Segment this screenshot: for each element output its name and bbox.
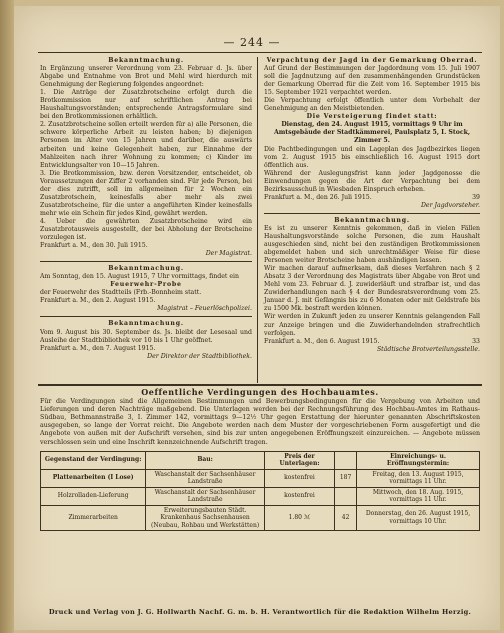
subject-cell: Zimmerarbeiten — [41, 505, 146, 531]
column-header: Gegenstand der Verdingung: — [41, 451, 146, 469]
notice-signature: Magistrat – Feuerlöschpolizei. — [157, 305, 252, 313]
column-separator — [257, 57, 258, 383]
notice-signature: Der Magistrat. — [205, 250, 252, 258]
page-number: — 244 — — [223, 36, 281, 49]
notice-text: Es ist zu unserer Kenntnis gekommen, daß in vielen Fällen Haushaltungsvorstände solche Personen, die zum Haushalt ausgeschieden sind, nicht bei den zuständigen Brotkommissionen abgemeldet haben und sich unrechtmäßiger Weise für diese Personen weiter Brotscheine haben aushändigen lassen. — [264, 224, 480, 265]
notice-title: Bekanntmachung. — [108, 265, 184, 273]
right-column — [264, 57, 480, 354]
notice-item: 1. Die Anträge der Zusatzbrotscheine erfolgt durch die Brotkommission nur auf schriftlichen Antrag bei Haushaltungsvorständen; entsprechende Antragsformulare sind bei den Brotkommissionen erhältlich. — [40, 89, 252, 121]
notice-text: Die Pachtbedingungen und ein Lageplan des Jagdbezirkes liegen vom 2. August 1915 bis einschließlich 16. August 1915 dort öffentlich aus. — [264, 145, 480, 169]
notice-item: 4. Ueber die gewährten Zusatzbrotscheine wird ein Zusatzbrotausweis ausgestellt, der bei Abholung der Brotscheine vorzulegen ist. — [40, 217, 252, 242]
bau-cell: Waschanstalt der Sachsenhäuser Landstraße — [146, 487, 265, 505]
divider — [264, 213, 480, 214]
header-rule — [38, 52, 482, 53]
notice-ref: 33 — [472, 337, 480, 345]
notice-intro: In Ergänzung unserer Verordnung vom 23. Februar d. Js. über Abgabe und Entnahme von Brot und Mehl wird hierdurch mit Genehmigung der Regierung folgendes angeordnet: — [40, 65, 252, 89]
notice-signature: Städtische Brotverteilungsstelle. — [376, 345, 480, 353]
bau-cell: Erweiterungsbauten Städt. Krankenhaus Sachsenhausen (Neubau, Rohbau und Werkstätten) — [146, 505, 265, 531]
notice-title: Bekanntmachung. — [334, 216, 410, 224]
column-header — [335, 451, 357, 469]
price-cell: kostenfrei — [264, 469, 334, 487]
notice-text: Auf Grund der Bestimmungen der Jagdordnung vom 15. Juli 1907 soll die Jagdnutzung auf den zusammenhängenden Grundstücken der Gemarkung Oberrad für die Zeit vom 16. September 1915 bis 15. September 1921 verpachtet werden. — [264, 65, 480, 97]
divider — [40, 316, 252, 317]
notice-text: Wir werden in Zukunft jeden zu unserer Kenntnis gelangenden Fall zur Anzeige bringen und die Zuwiderhandelnden strafrechtlich verfolgen. — [264, 313, 480, 337]
notice-ref: 39 — [472, 193, 480, 201]
notice-title: Bekanntmachung. — [108, 57, 184, 64]
price-cell: 1.80 ℳ — [264, 505, 334, 531]
ref-cell: 42 — [335, 505, 357, 531]
notice-item: 3. Die Brotkommission, bzw. deren Vorsitzender, entscheidet, ob Voraussetzungen der Ziffer 2 vorhanden sind. Für jede Person, bei der dies zutrifft, soll im allgemeinen für 2 Wochen ein Zusatzbrotschein, keinesfalls aber mehr als zwei Zusatzbrotscheine, für die unter a angeführten Kinder keinesfalls mehr wie ein Schein für jedes Kind, gewährt werden. — [40, 169, 252, 217]
divider — [40, 261, 252, 262]
tender-section — [40, 388, 480, 531]
notice-subhead: Die Versteigerung findet statt: — [306, 113, 438, 121]
column-header: Einreichungs- u. Eröffnungstermin: — [357, 451, 480, 469]
price-cell: kostenfrei — [264, 487, 334, 505]
notice-title: Verpachtung der Jagd in der Gemarkung Oberrad. — [266, 57, 478, 64]
subject-cell: Holzrolladen-Lieferung — [41, 487, 146, 505]
term-cell: Donnerstag, den 26. August 1915, vormittags 10 Uhr. — [357, 505, 480, 531]
notice-text: Während der Auslegungsfrist kann jeder Jagdgenosse die Einwendungen gegen die Art der Verpachtung bei dem Bezirksausschuß in Wiesbaden Einspruch erheben. — [264, 169, 480, 193]
ref-cell: 187 — [335, 469, 357, 487]
table-row — [41, 487, 480, 505]
tender-text: Für die Verdingungen sind die Allgemeinen Bestimmungen und Bewerbungsbedingungen für die Vergebung von Arbeiten und Lieferungen und deren Nachträge maßgebend. Die Unterlagen werden bei der Rechnungsführung des Hochbau-Amtes im Rathaus-Südbau, Bethmannstraße 3, I. Zimmer 142, vormittags 9—12½ Uhr gegen Erstattung der hierunter genannten Abschriftskosten ausgegeben, so lange der Vorrat reicht. Die Angebote werden nach dem Muster der vorgeschriebenen Form ausgefertigt und die Angebote von außen mit der Aufschrift versehen, sind bis zur unten angegebenen Eröffnungszeit einzureichen. — Angebote müssen verschlossen sein und eine Inschrift kennzeichnende Aufschrift tragen. — [40, 398, 480, 446]
notice-text: Wir machen darauf aufmerksam, daß dieses Verfahren nach § 2 Absatz 3 der Verordnung des Magistrats über Abgabe von Brot und Mehl vom 23. Februar d. J. zuwiderläuft und strafbar ist, und das Zuwiderhandlungen nach § 4 der Bundesratsverordnung vom 25. Januar d. J. mit Gefängnis bis zu 6 Monaten oder mit Geldstrafe bis zu 1500 Mk. bestraft werden können. — [264, 265, 480, 313]
auction-time: Dienstag, den 24. August 1915, vormittags 9 Uhr im Amtsgebäude der Stadtkämmerei, Paulsplatz 5, I. Stock, Zimmer 5. — [273, 121, 471, 145]
bau-cell: Waschanstalt der Sachsenhäuser Landstraße — [146, 469, 265, 487]
term-cell: Freitag, den 13. August 1915, vormittags 11 Uhr. — [357, 469, 480, 487]
term-cell: Mittwoch, den 18. Aug. 1915, vormittags 11 Uhr. — [357, 487, 480, 505]
notice-signature: Der Jagdvorsteher. — [420, 201, 480, 209]
notice-dateline: Frankfurt a. M., den 30. Juli 1915. — [40, 242, 148, 250]
notice-dateline: Frankfurt a. M., den 7. August 1915. — [40, 344, 156, 352]
notice-title: Bekanntmachung. — [108, 320, 184, 328]
event-title: Feuerwehr-Probe — [110, 281, 182, 289]
ref-cell — [335, 487, 357, 505]
column-header: Preis der Unterlagen: — [264, 451, 334, 469]
section-rule — [38, 384, 482, 386]
column-header: Bau: — [146, 451, 265, 469]
table-header-row — [41, 451, 480, 469]
notice-text: Die Verpachtung erfolgt öffentlich unter dem Vorbehalt der Genehmigung an den Meistbietenden. — [264, 97, 480, 113]
tender-title: Oeffentliche Verdingungen des Hochbauamtes. — [141, 387, 379, 397]
notice-text: der Feuerwehr des Stadtteils (Frb.-Bonnheim statt. — [40, 289, 202, 297]
left-column — [40, 57, 252, 361]
notice-dateline: Frankfurt a. M., den 2. August 1915. — [40, 297, 156, 305]
notice-text: Vom 9. August bis 30. September ds. Js. bleibt der Lesesaal und Ausleihe der Stadtbibliothek vor 10 bis 1 Uhr geöffnet. — [40, 328, 252, 344]
notice-signature: Der Direktor der Stadtbibliothek. — [147, 352, 252, 360]
notice-item: 2. Zusatzbrotscheine sollen erteilt werden für a) alle Personen, die schwere körperliche Arbeit zu leisten haben; b) diejenigen Personen im Alter von 15 Jahren und darüber, die auswärts arbeiten und keine Gelegenheit haben, zur Einnahme der Mahlzeiten nach ihrer Wohnung zu kommen; c) Kinder im Entwicklungsalter von 10—15 Jahren. — [40, 121, 252, 169]
notice-dateline: Frankfurt a. M., den 26. Juli 1915. — [264, 193, 372, 201]
subject-cell: Plattenarbeiten (I Lose) — [41, 469, 146, 487]
book-binding — [0, 0, 14, 633]
table-row — [41, 469, 480, 487]
tender-table — [40, 451, 480, 532]
imprint-footer: Druck und Verlag von J. G. Hollwarth Nachf. G. m. b. H. Verantwortlich für die Redaktion Wilhelm Herzig. — [48, 608, 472, 616]
notice-dateline: Frankfurt a. M., den 6. August 1915. — [264, 337, 380, 345]
table-row — [41, 505, 480, 531]
notice-text: Am Sonntag, den 15. August 1915, 7 Uhr vormittags, findet ein — [40, 273, 239, 281]
